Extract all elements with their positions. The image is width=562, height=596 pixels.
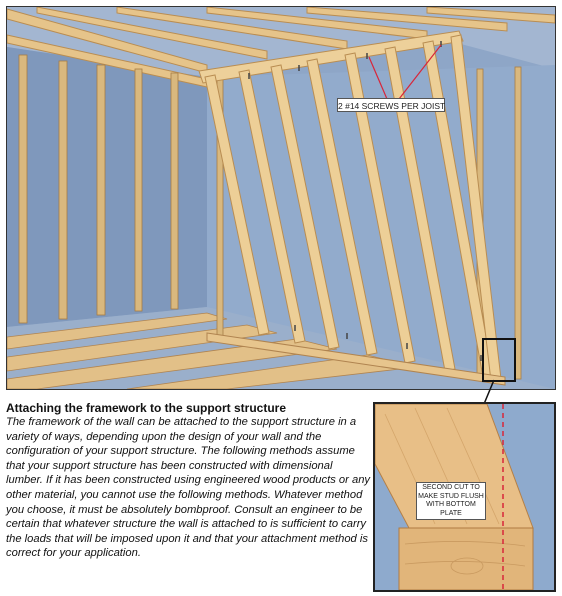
screw-callout-label: 2 #14 SCREWS PER JOIST [337,98,445,112]
framing-illustration [6,6,556,390]
section-heading: Attaching the framework to the support structure [6,401,287,415]
framing-scene-svg [7,7,555,389]
cut-callout-label: SECOND CUT TO MAKE STUD FLUSH WITH BOTTOM PLATE [416,482,486,520]
detail-inset [373,402,556,592]
bottom-plate-detail [399,528,533,590]
section-body: The framework of the wall can be attached to the support structure in a variety of ways, depending upon the design of your wall and the configuration of your support structure. The following methods assume that your support structure has been constructed with dimensional lumber. If it has been constructed using engineered wood products or any other material, you cannot use the following methods. Whatever method you choose, it must be absolutely bombproof. Consult an engineer to be certain that whatever structure the wall is attached to is sufficient to carry the loads that will be imposed upon it and that your attachment method is correct for your application. [6,416,371,560]
